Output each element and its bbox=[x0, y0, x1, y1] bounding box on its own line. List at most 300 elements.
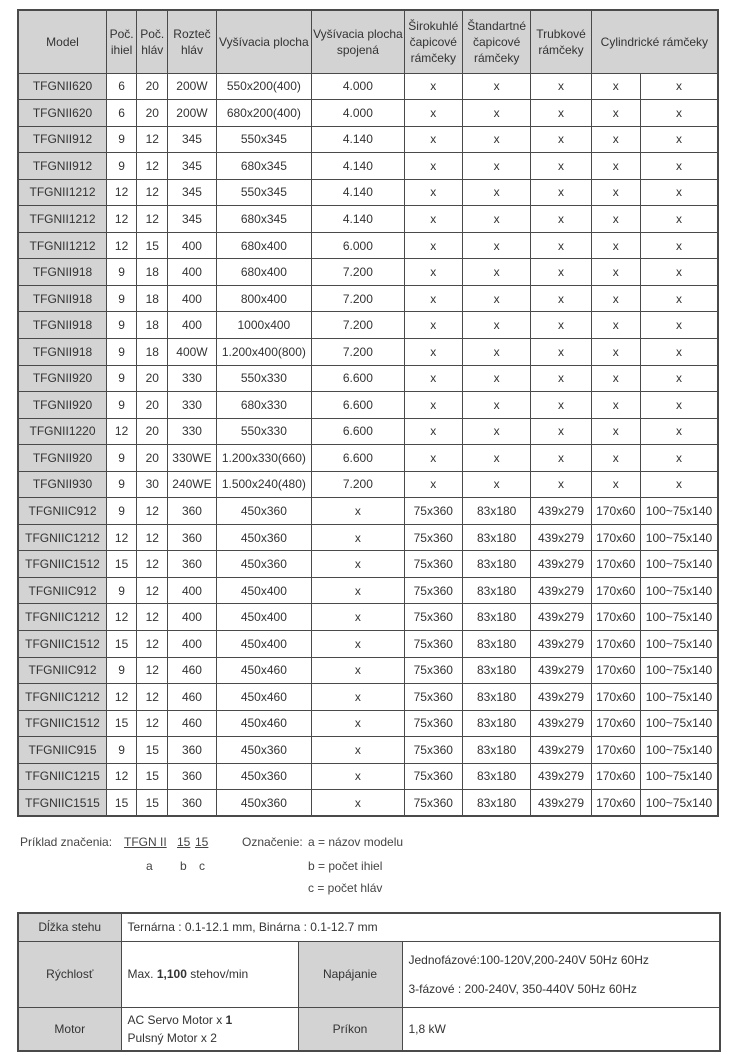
table-cell: 6.600 bbox=[312, 365, 405, 392]
table-cell: x bbox=[531, 100, 591, 127]
table-cell: 18 bbox=[137, 259, 168, 286]
table-cell: x bbox=[312, 737, 405, 764]
table-cell: x bbox=[591, 445, 640, 472]
motor-line-2: Pulsný Motor x 2 bbox=[127, 1030, 217, 1045]
table-cell: x bbox=[462, 392, 530, 419]
table-cell: 345 bbox=[168, 179, 216, 206]
table-cell: 20 bbox=[137, 100, 168, 127]
table-cell: 20 bbox=[137, 73, 168, 100]
table-cell: 12 bbox=[137, 153, 168, 180]
consumption-label: Príkon bbox=[298, 1007, 402, 1051]
table-cell: 170x60 bbox=[591, 524, 640, 551]
table-cell: 400 bbox=[168, 232, 216, 259]
table-cell: x bbox=[591, 179, 640, 206]
header-head-pitch: Rozteč hláv bbox=[168, 10, 216, 73]
table-row bbox=[18, 232, 718, 259]
table-cell: 400 bbox=[168, 312, 216, 339]
table-cell: 9 bbox=[107, 259, 137, 286]
table-cell: 439x279 bbox=[531, 524, 591, 551]
table-row bbox=[18, 206, 718, 233]
table-cell: 439x279 bbox=[531, 763, 591, 790]
table-cell: x bbox=[640, 153, 718, 180]
table-cell: 12 bbox=[137, 179, 168, 206]
table-cell: x bbox=[312, 604, 405, 631]
table-cell: 1000x400 bbox=[216, 312, 312, 339]
table-cell: x bbox=[640, 445, 718, 472]
table-cell: 12 bbox=[137, 657, 168, 684]
table-cell: x bbox=[312, 710, 405, 737]
table-cell: 360 bbox=[168, 763, 216, 790]
table-cell: 12 bbox=[137, 126, 168, 153]
table-row bbox=[18, 524, 718, 551]
table-cell: x bbox=[531, 259, 591, 286]
table-cell: x bbox=[531, 232, 591, 259]
table-cell: x bbox=[531, 471, 591, 498]
table-cell: 450x460 bbox=[216, 657, 312, 684]
table-cell: 460 bbox=[168, 684, 216, 711]
table-row bbox=[18, 551, 718, 578]
table-cell: x bbox=[404, 179, 462, 206]
table-cell: x bbox=[462, 418, 530, 445]
example-label: Príklad značenia: bbox=[20, 835, 113, 849]
table-cell: 550x200(400) bbox=[216, 73, 312, 100]
table-cell: 12 bbox=[137, 206, 168, 233]
table-cell: 550x345 bbox=[216, 179, 312, 206]
table-cell: 20 bbox=[137, 365, 168, 392]
header-standard-cap-frames: Štandartné čapicové rámčeky bbox=[462, 10, 530, 73]
table-cell: 15 bbox=[137, 737, 168, 764]
table-cell: x bbox=[591, 392, 640, 419]
table-cell: x bbox=[531, 206, 591, 233]
table-row bbox=[18, 498, 718, 525]
table-cell: 4.000 bbox=[312, 73, 405, 100]
table-cell: 100~75x140 bbox=[640, 524, 718, 551]
table-row bbox=[18, 153, 718, 180]
table-cell: 9 bbox=[107, 312, 137, 339]
table-cell: 550x330 bbox=[216, 418, 312, 445]
table-cell: x bbox=[640, 471, 718, 498]
table-cell: 360 bbox=[168, 737, 216, 764]
model-cell: TFGNIIC1212 bbox=[18, 604, 107, 631]
table-cell: 7.200 bbox=[312, 285, 405, 312]
model-cell: TFGNII620 bbox=[18, 73, 107, 100]
table-cell: x bbox=[640, 338, 718, 365]
power-supply-single: Jednofázové:100-120V,200-240V 50Hz 60Hz bbox=[408, 952, 649, 967]
table-cell: x bbox=[591, 471, 640, 498]
table-row bbox=[18, 604, 718, 631]
table-cell: 680x330 bbox=[216, 392, 312, 419]
table-row bbox=[18, 73, 718, 100]
header-needles: Poč. ihiel bbox=[107, 10, 137, 73]
table-cell: 345 bbox=[168, 153, 216, 180]
table-cell: 83x180 bbox=[462, 604, 530, 631]
model-cell: TFGNII912 bbox=[18, 126, 107, 153]
table-cell: 83x180 bbox=[462, 657, 530, 684]
table-cell: x bbox=[404, 418, 462, 445]
table-cell: 100~75x140 bbox=[640, 763, 718, 790]
table-cell: x bbox=[591, 206, 640, 233]
table-cell: x bbox=[640, 259, 718, 286]
legend-title: Označenie: bbox=[242, 835, 303, 849]
table-cell: 439x279 bbox=[531, 498, 591, 525]
table-cell: 1.500x240(480) bbox=[216, 471, 312, 498]
table-cell: 100~75x140 bbox=[640, 604, 718, 631]
model-cell: TFGNII1220 bbox=[18, 418, 107, 445]
table-cell: 83x180 bbox=[462, 737, 530, 764]
table-row bbox=[18, 365, 718, 392]
table-cell: 12 bbox=[137, 710, 168, 737]
table-cell: 15 bbox=[137, 763, 168, 790]
model-cell: TFGNII918 bbox=[18, 259, 107, 286]
table-cell: x bbox=[404, 471, 462, 498]
table-row bbox=[18, 577, 718, 604]
table-cell: 100~75x140 bbox=[640, 577, 718, 604]
table-cell: x bbox=[312, 657, 405, 684]
table-cell: x bbox=[404, 285, 462, 312]
table-cell: 4.140 bbox=[312, 206, 405, 233]
table-row bbox=[18, 763, 718, 790]
table-cell: 330WE bbox=[168, 445, 216, 472]
table-cell: x bbox=[640, 285, 718, 312]
spec-row-stitch-length bbox=[18, 913, 720, 941]
table-cell: 680x200(400) bbox=[216, 100, 312, 127]
table-cell: x bbox=[640, 126, 718, 153]
table-cell: 450x400 bbox=[216, 604, 312, 631]
model-cell: TFGNII920 bbox=[18, 365, 107, 392]
table-cell: 83x180 bbox=[462, 630, 530, 657]
table-cell: x bbox=[531, 73, 591, 100]
model-cell: TFGNIIC915 bbox=[18, 737, 107, 764]
table-cell: 12 bbox=[107, 684, 137, 711]
table-cell: 12 bbox=[107, 604, 137, 631]
table-cell: x bbox=[404, 232, 462, 259]
table-cell: x bbox=[312, 577, 405, 604]
table-header-row bbox=[18, 10, 718, 73]
table-cell: 170x60 bbox=[591, 498, 640, 525]
table-cell: x bbox=[462, 471, 530, 498]
table-cell: 6 bbox=[107, 73, 137, 100]
table-cell: 200W bbox=[168, 100, 216, 127]
table-cell: x bbox=[404, 73, 462, 100]
speed-suffix: stehov/min bbox=[186, 967, 249, 981]
table-cell: x bbox=[640, 232, 718, 259]
table-cell: x bbox=[462, 100, 530, 127]
table-cell: 439x279 bbox=[531, 577, 591, 604]
table-cell: 15 bbox=[107, 630, 137, 657]
table-cell: 83x180 bbox=[462, 763, 530, 790]
table-cell: 400 bbox=[168, 604, 216, 631]
table-row bbox=[18, 684, 718, 711]
table-cell: 439x279 bbox=[531, 630, 591, 657]
model-cell: TFGNII1212 bbox=[18, 206, 107, 233]
consumption-value: 1,8 kW bbox=[402, 1007, 720, 1051]
table-cell: 450x460 bbox=[216, 710, 312, 737]
table-cell: 450x460 bbox=[216, 684, 312, 711]
table-cell: 12 bbox=[137, 684, 168, 711]
table-cell: x bbox=[404, 259, 462, 286]
table-cell: 400 bbox=[168, 285, 216, 312]
table-row bbox=[18, 445, 718, 472]
table-cell: x bbox=[531, 392, 591, 419]
table-cell: 9 bbox=[107, 365, 137, 392]
table-cell: 12 bbox=[107, 232, 137, 259]
table-row bbox=[18, 392, 718, 419]
table-cell: x bbox=[312, 630, 405, 657]
table-cell: x bbox=[531, 153, 591, 180]
table-cell: x bbox=[640, 100, 718, 127]
power-supply-label: Napájanie bbox=[298, 941, 402, 1007]
table-cell: x bbox=[404, 365, 462, 392]
table-cell: 170x60 bbox=[591, 604, 640, 631]
table-cell: 20 bbox=[137, 418, 168, 445]
table-cell: 15 bbox=[137, 232, 168, 259]
table-cell: x bbox=[404, 126, 462, 153]
table-cell: x bbox=[462, 445, 530, 472]
table-cell: 4.140 bbox=[312, 153, 405, 180]
table-cell: x bbox=[462, 179, 530, 206]
table-cell: 9 bbox=[107, 657, 137, 684]
table-cell: 18 bbox=[137, 338, 168, 365]
table-cell: 75x360 bbox=[404, 763, 462, 790]
table-cell: 170x60 bbox=[591, 737, 640, 764]
table-cell: x bbox=[462, 365, 530, 392]
table-cell: x bbox=[312, 763, 405, 790]
model-cell: TFGNIIC1215 bbox=[18, 763, 107, 790]
model-cell: TFGNIIC1212 bbox=[18, 524, 107, 551]
table-row bbox=[18, 737, 718, 764]
table-cell: 450x360 bbox=[216, 737, 312, 764]
table-cell: 7.200 bbox=[312, 338, 405, 365]
table-cell: x bbox=[462, 73, 530, 100]
table-cell: 345 bbox=[168, 126, 216, 153]
table-cell: x bbox=[531, 445, 591, 472]
table-cell: 12 bbox=[107, 206, 137, 233]
table-cell: 75x360 bbox=[404, 551, 462, 578]
table-cell: 83x180 bbox=[462, 551, 530, 578]
table-cell: x bbox=[640, 73, 718, 100]
table-cell: 12 bbox=[137, 630, 168, 657]
header-combined-area: Vyšívacia plocha spojená bbox=[312, 10, 405, 73]
header-wide-cap-frames: Širokuhlé čapicové rámčeky bbox=[404, 10, 462, 73]
table-cell: 12 bbox=[107, 763, 137, 790]
table-cell: 100~75x140 bbox=[640, 790, 718, 817]
table-cell: 83x180 bbox=[462, 524, 530, 551]
table-cell: 680x345 bbox=[216, 153, 312, 180]
model-cell: TFGNIIC1512 bbox=[18, 551, 107, 578]
motor-line-1 bbox=[128, 1011, 298, 1029]
table-cell: 450x360 bbox=[216, 763, 312, 790]
table-row bbox=[18, 710, 718, 737]
table-cell: 170x60 bbox=[591, 684, 640, 711]
table-cell: 12 bbox=[137, 577, 168, 604]
model-cell: TFGNII1212 bbox=[18, 179, 107, 206]
table-cell: 12 bbox=[137, 551, 168, 578]
motor-value bbox=[121, 1007, 298, 1051]
table-cell: 12 bbox=[137, 498, 168, 525]
power-supply-three: 3-fázové : 200-240V, 350-440V 50Hz 60Hz bbox=[408, 981, 637, 996]
table-cell: 240WE bbox=[168, 471, 216, 498]
speed-prefix: Max. bbox=[127, 967, 157, 981]
table-cell: x bbox=[531, 312, 591, 339]
table-cell: 100~75x140 bbox=[640, 657, 718, 684]
table-cell: x bbox=[640, 392, 718, 419]
table-cell: 9 bbox=[107, 737, 137, 764]
table-cell: x bbox=[404, 338, 462, 365]
header-heads: Poč. hláv bbox=[137, 10, 168, 73]
table-cell: 360 bbox=[168, 551, 216, 578]
table-cell: x bbox=[531, 126, 591, 153]
header-embroidery-area: Vyšívacia plocha bbox=[216, 10, 312, 73]
table-cell: 439x279 bbox=[531, 790, 591, 817]
table-row bbox=[18, 418, 718, 445]
table-cell: 100~75x140 bbox=[640, 498, 718, 525]
example-letter-b: b bbox=[180, 859, 187, 873]
table-cell: x bbox=[462, 285, 530, 312]
table-cell: 450x360 bbox=[216, 524, 312, 551]
table-cell: x bbox=[462, 153, 530, 180]
table-cell: 9 bbox=[107, 577, 137, 604]
table-cell: 439x279 bbox=[531, 737, 591, 764]
table-cell: 400 bbox=[168, 259, 216, 286]
table-cell: 12 bbox=[107, 524, 137, 551]
table-cell: 400 bbox=[168, 577, 216, 604]
table-cell: 6.600 bbox=[312, 418, 405, 445]
table-cell: x bbox=[591, 312, 640, 339]
table-row bbox=[18, 126, 718, 153]
table-cell: 439x279 bbox=[531, 657, 591, 684]
table-cell: x bbox=[462, 259, 530, 286]
example-letter-a: a bbox=[146, 859, 153, 873]
table-cell: 6.600 bbox=[312, 445, 405, 472]
table-cell: x bbox=[640, 179, 718, 206]
table-cell: x bbox=[312, 684, 405, 711]
table-cell: 7.200 bbox=[312, 259, 405, 286]
table-cell: 170x60 bbox=[591, 790, 640, 817]
table-cell: x bbox=[591, 100, 640, 127]
table-cell: 75x360 bbox=[404, 790, 462, 817]
table-cell: x bbox=[462, 312, 530, 339]
table-cell: 6 bbox=[107, 100, 137, 127]
table-cell: 75x360 bbox=[404, 684, 462, 711]
table-cell: x bbox=[640, 365, 718, 392]
table-cell: 12 bbox=[137, 524, 168, 551]
table-cell: 360 bbox=[168, 498, 216, 525]
table-cell: 170x60 bbox=[591, 577, 640, 604]
table-cell: 9 bbox=[107, 126, 137, 153]
table-cell: 100~75x140 bbox=[640, 737, 718, 764]
table-cell: 7.200 bbox=[312, 471, 405, 498]
speed-value-cell bbox=[121, 941, 298, 1007]
table-cell: 18 bbox=[137, 312, 168, 339]
table-cell: 550x330 bbox=[216, 365, 312, 392]
table-cell: 9 bbox=[107, 338, 137, 365]
power-supply-value bbox=[402, 941, 720, 1007]
example-code-model: TFGN II bbox=[124, 835, 167, 849]
table-cell: 200W bbox=[168, 73, 216, 100]
table-cell: x bbox=[591, 153, 640, 180]
table-cell: 15 bbox=[107, 710, 137, 737]
general-specs-table bbox=[17, 912, 721, 1052]
table-row bbox=[18, 338, 718, 365]
table-row bbox=[18, 100, 718, 127]
table-row bbox=[18, 471, 718, 498]
model-cell: TFGNIIC912 bbox=[18, 657, 107, 684]
table-cell: 1.200x400(800) bbox=[216, 338, 312, 365]
table-cell: x bbox=[591, 418, 640, 445]
table-cell: 15 bbox=[137, 790, 168, 817]
model-cell: TFGNII930 bbox=[18, 471, 107, 498]
table-row bbox=[18, 179, 718, 206]
motor-label: Motor bbox=[18, 1007, 121, 1051]
legend-c: c = počet hláv bbox=[308, 881, 383, 895]
model-cell: TFGNIIC1515 bbox=[18, 790, 107, 817]
model-cell: TFGNIIC1512 bbox=[18, 630, 107, 657]
table-cell: 9 bbox=[107, 392, 137, 419]
speed-value: 1,100 bbox=[156, 967, 187, 981]
header-cylinder-frames: Cylindrické rámčeky bbox=[591, 10, 718, 73]
table-cell: 170x60 bbox=[591, 763, 640, 790]
table-cell: 439x279 bbox=[531, 710, 591, 737]
spec-row-speed bbox=[18, 941, 720, 1007]
table-cell: x bbox=[404, 153, 462, 180]
table-row bbox=[18, 790, 718, 817]
model-cell: TFGNII918 bbox=[18, 285, 107, 312]
table-cell: 4.140 bbox=[312, 126, 405, 153]
table-row bbox=[18, 630, 718, 657]
table-cell: x bbox=[640, 206, 718, 233]
table-cell: 680x345 bbox=[216, 206, 312, 233]
table-cell: 800x400 bbox=[216, 285, 312, 312]
table-cell: 7.200 bbox=[312, 312, 405, 339]
model-cell: TFGNII912 bbox=[18, 153, 107, 180]
model-cell: TFGNIIC1512 bbox=[18, 710, 107, 737]
table-cell: x bbox=[404, 206, 462, 233]
stitch-length-value: Ternárna : 0.1-12.1 mm, Binárna : 0.1-12.7 mm bbox=[121, 913, 720, 941]
table-cell: x bbox=[312, 790, 405, 817]
table-cell: 75x360 bbox=[404, 604, 462, 631]
table-cell: 6.000 bbox=[312, 232, 405, 259]
table-cell: 360 bbox=[168, 524, 216, 551]
table-cell: x bbox=[312, 551, 405, 578]
table-cell: 1.200x330(660) bbox=[216, 445, 312, 472]
table-cell: 450x360 bbox=[216, 790, 312, 817]
table-cell: x bbox=[591, 259, 640, 286]
table-cell: 75x360 bbox=[404, 577, 462, 604]
table-cell: 20 bbox=[137, 392, 168, 419]
table-row bbox=[18, 285, 718, 312]
table-cell: 75x360 bbox=[404, 737, 462, 764]
table-cell: x bbox=[462, 338, 530, 365]
model-cell: TFGNIIC912 bbox=[18, 577, 107, 604]
model-cell: TFGNIIC1212 bbox=[18, 684, 107, 711]
table-cell: x bbox=[531, 418, 591, 445]
table-cell: x bbox=[462, 206, 530, 233]
table-cell: 439x279 bbox=[531, 551, 591, 578]
table-cell: 20 bbox=[137, 445, 168, 472]
table-row bbox=[18, 657, 718, 684]
table-cell: 4.000 bbox=[312, 100, 405, 127]
table-cell: 75x360 bbox=[404, 657, 462, 684]
model-cell: TFGNII620 bbox=[18, 100, 107, 127]
table-cell: x bbox=[640, 312, 718, 339]
table-cell: x bbox=[591, 126, 640, 153]
table-cell: 100~75x140 bbox=[640, 710, 718, 737]
table-cell: 100~75x140 bbox=[640, 684, 718, 711]
header-tubular-frames: Trubkové rámčeky bbox=[531, 10, 591, 73]
table-cell: 12 bbox=[107, 418, 137, 445]
machine-specs-table bbox=[17, 9, 719, 817]
motor-line1-count: 1 bbox=[225, 1012, 233, 1027]
